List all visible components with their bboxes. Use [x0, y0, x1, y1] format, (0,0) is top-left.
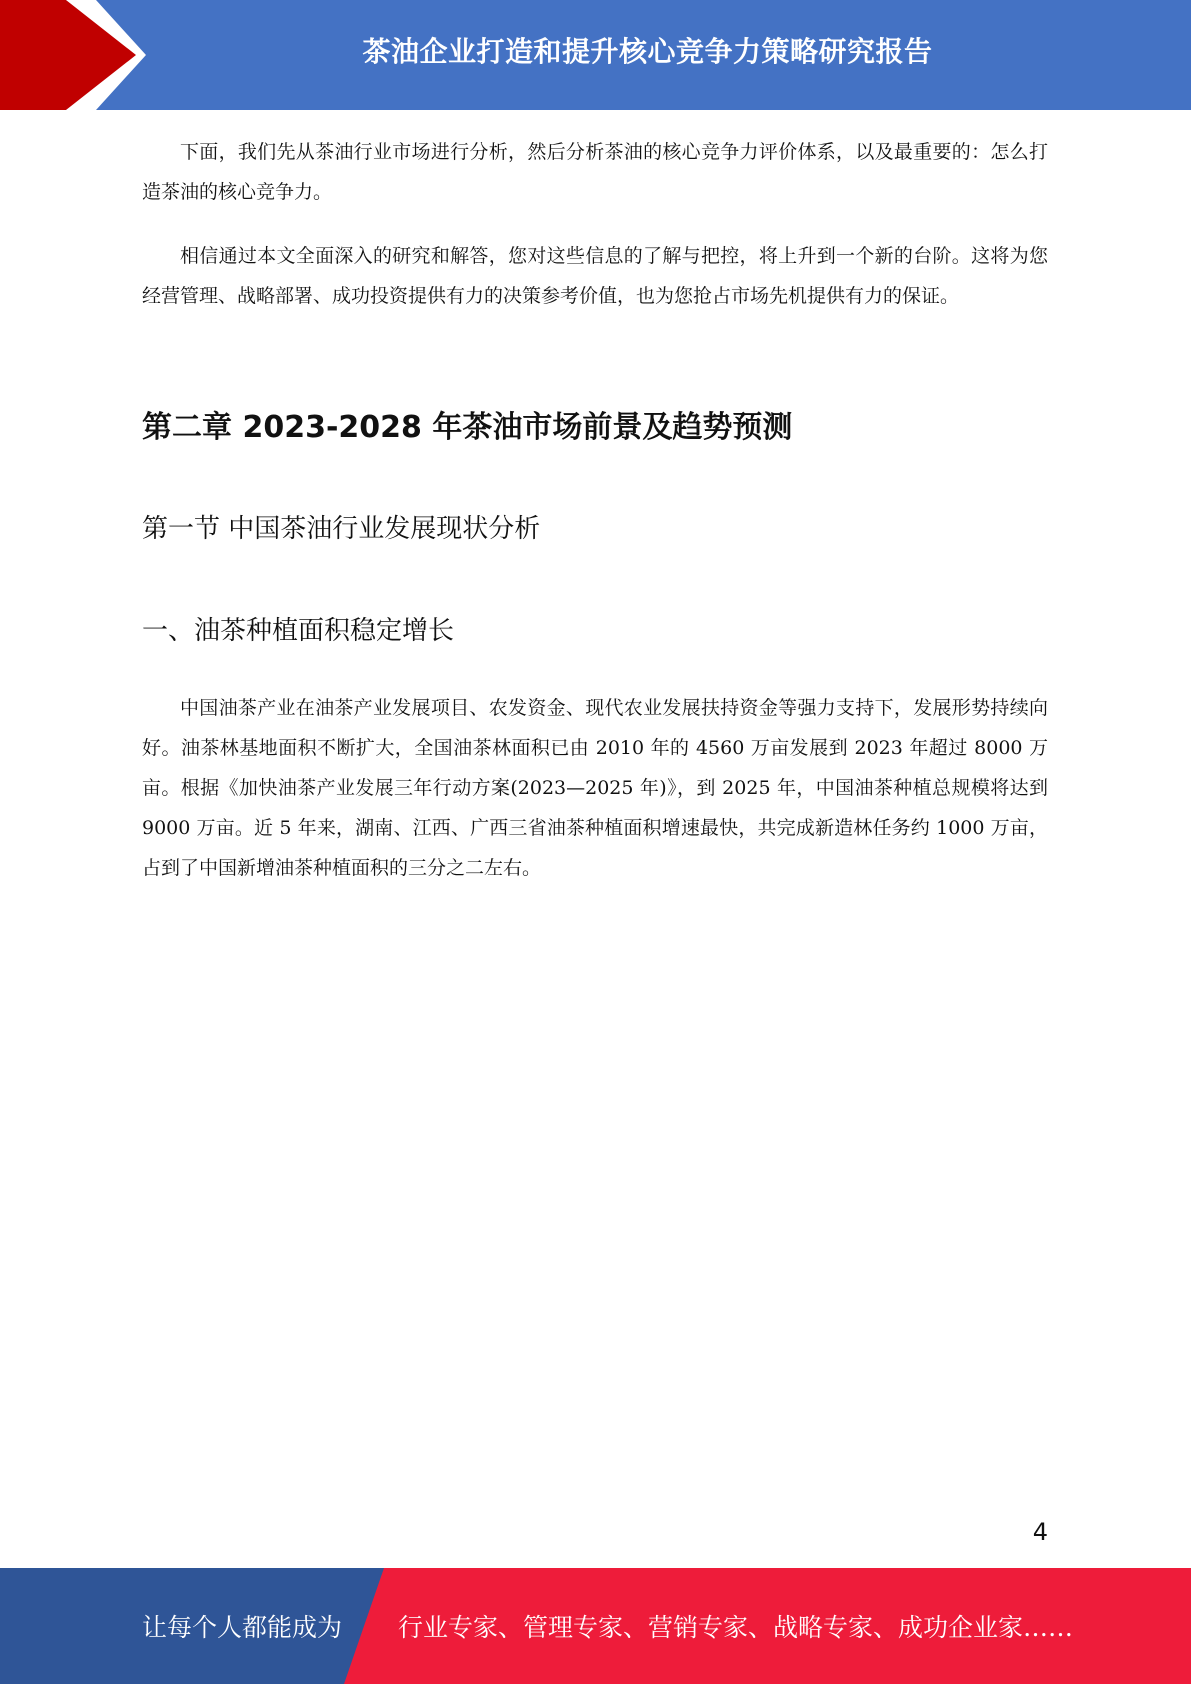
page-number: 4: [1032, 1518, 1048, 1546]
header-banner: [0, 0, 1191, 110]
page-content: [142, 132, 1048, 879]
footer-banner: [0, 1568, 1191, 1684]
footer-slogan-left: 让每个人都能成为: [142, 1613, 343, 1642]
planting-area-paragraph: 中国油茶产业在油茶产业发展项目、农发资金、现代农业发展扶持资金等强力支持下，发展形势持续向好。油茶林基地面积不断扩大，全国油茶林面积已由 2010 年的 4560 万亩发展到 2023 年超过 8000 万亩。根据《加快油茶产业发展三年行动方案(2023—2025 年)》，到 2025 年，中国油茶种植总规模将达到 9000 万亩。近 5 年来，湖南、江西、广西三省油茶种植面积增速最快，共完成新造林任务约 1000 万亩，占到了中国新增油茶种植面积的三分之二左右。: [142, 697, 1048, 879]
subsection-heading: 一、油茶种植面积稳定增长: [142, 616, 455, 646]
summary-paragraph: 相信通过本文全面深入的研究和解答，您对这些信息的了解与把控，将上升到一个新的台阶。这将为您经营管理、战略部署、成功投资提供有力的决策参考价值，也为您抢占市场先机提供有力的保证。: [142, 245, 1048, 307]
chapter-heading: 第二章 2023-2028 年茶油市场前景及趋势预测: [142, 410, 793, 445]
section-heading: 第一节 中国茶油行业发展现状分析: [142, 514, 541, 544]
header-title-wrap: [150, 0, 1191, 100]
intro-paragraph: 下面，我们先从茶油行业市场进行分析，然后分析茶油的核心竞争力评价体系，以及最重要的：怎么打造茶油的核心竞争力。: [142, 141, 1048, 203]
footer-slogan-right: 行业专家、管理专家、营销专家、战略专家、成功企业家……: [398, 1613, 1074, 1642]
header-title: 茶油企业打造和提升核心竞争力策略研究报告: [362, 35, 933, 68]
